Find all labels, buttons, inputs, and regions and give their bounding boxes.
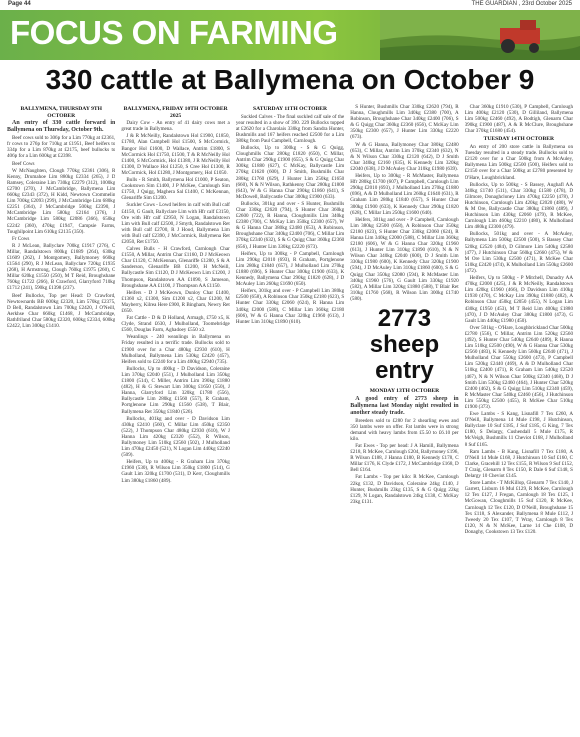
dateline: BALLYMENA, THURSDAY 9TH OCTOBER: [20, 106, 102, 119]
paragraph: Char 360kg £1910 (530), P Campbell, Carnlough Lim 400kg £2120 (530), D Gilliland, Ballymena Lim 500kg £2460 (492), A Bodtigh, Glenarm Char 390kg £1900 (487), A & R McClure, Broughshane Char 370kg £1680 (454).: [464, 104, 574, 135]
paragraph: Heifers, 301kg and over - P Campbell Lim 380kg £2500 (658), A Robinson Char 350kg £2180 (623), S Hunter Char 330kg £2060 (624), R Hanna Lim 340kg £2000 (588), C Millar Lim 360kg £2180 (606), W & G Hanna Char 320kg £1960 (613), J Hunter Lim 310kg £1890 (610).: [235, 288, 345, 325]
paragraph: J & R McNeilly, Randalstown Hol £1900, £1850, £1780, Alan Campbell Hol £1500, S McCormick, Bangor Hol £1600, D Wallace, Antrim £1800, S McCormick Hol £1750, £1500, T & R McNeilly Hol £1400, S McCormick, Hol £1380, J R McNeilly Hol £1300, D Wallace Hol £1250, S Cree Hol £1300, R McCormick, Hol £1280, J Montgomery, Hol £1050.: [121, 133, 230, 176]
dateline: BALLYMENA, FRIDAY 10TH OCTOBER 2025: [123, 106, 228, 119]
sheep-headline: 2773 sheep entry: [369, 305, 440, 384]
dateline: SATURDAY 11TH OCTOBER: [253, 106, 327, 112]
dateline: MONDAY 13TH OCTOBER: [369, 388, 440, 394]
tractor-field-image: [380, 10, 580, 60]
paragraph: Suckled Calves - The final suckled calf sale of the year resulted in a show of 390. 229 Bullocks topped at £2620 for a Charolais 330kg from Sandra Hunter, Bushmills and 167 heifers reached £2500 for a Lim 380kg from Paul Campbell, Carnlough.: [235, 113, 345, 144]
paragraph: Bullocks, 301kg and over - S Hunter, Bushmills Char 330kg £2620 (794), S Hunter Char 360kg £2600 (722), R Hanna, Cloughmills Lim 340kg £2380 (700), C McKay Lim 350kg £2300 (657), W & G Hanna Char 380kg £2480 (653), A Robinson, Broughshane Char 340kg £2400 (706), C Millar Lim 370kg £2340 (632), S & G Quigg Char 360kg £2360 (656), J Hunter Lim 330kg £2220 (673).: [235, 200, 345, 250]
paragraph: Fat Lambs - Top per kilo: R McKee, Carnlough 22kg £132, D Davidson, Coleraine 24kg £140, J Hunter, Bushmills 23kg £135, S & G Quigg 22kg £129, N Logan, Randalstown 24kg £138, C McKay 23kg £131.: [350, 474, 459, 505]
column-4: [350, 104, 458, 734]
paragraph: R J McLean, Ballyclare 700kg £1917 (276), C Millar, Randalstown 800kg £1689 (264), 630kg £1609 (262), J Montgomery, Ballymoney 660kg £1564 (290), R J McLean, Ballyclare 720kg £1935 (268), H Armstrong, Clough 760kg £1975 (260), C Millar 620kg £1550 (250), M T Reid, Broughshane 760kg £1722 (266), B Crawford, Glarryford 710kg £1712 (241), 590kg £1398 (237).: [7, 242, 116, 292]
paragraph: Heifers - D J McKeown, Dunloy Char £1400, £1360 x2, £1300, Sim £1200 x2, Char £1200, M Mayberry, Kilrea Here £900, R Bingham, Newry Ret £650.: [121, 289, 230, 314]
section-banner: [0, 10, 580, 60]
paragraph: Heifers, Up to 300kg - R McMaster, Ballymena Hfr 280kg £1700 (607), P Campbell, Carnlough Lim 290kg £2010 (693), J Mulholland Lim 270kg £1880 (696), A & D Mulholland Lim 260kg £1640 (631), R Graham Lim 280kg £1840 (657), S Hunter Char 300kg £1900 (633), K Kennedy Char 290kg £1820 (628), C Millar Lim 250kg £1600 (640).: [350, 173, 459, 216]
paragraph: Heifers, 301kg and over - P Campbell, Carnlough Lim 380kg £2500 (658), A Robinson Char 350kg £2180 (623), S Hunter Char 330kg £2060 (624), R Hanna Lim 340kg £2000 (588), C Millar Lim 360kg £2180 (606), W & G Hanna Char 320kg £1960 (613), J Hunter Lim 310kg £1890 (610), N & N Wilson Char 340kg £2040 (600), D J Smith Lim 330kg £1980 (600), K Kennedy Char 320kg £1900 (594), J D McAuley Lim 310kg £1860 (600), S & G Quigg Char 350kg £2080 (594), R McMaster Lim 340kg £1960 (576), G Gault Lim 330kg £1920 (582), A Millar Lim 320kg £1880 (588), T Blair Ret 310kg £1760 (568), R Wilson Lim 300kg £1740 (580).: [350, 216, 459, 302]
column-2: [121, 104, 229, 734]
paragraph: Weanlings - 240 weanlings in Ballymena on Friday resulted in a terrific trade. Bullocks sold to £1900 over for a Char 480kg £2930 (610), H Mulholland, Ballymena Lim 530kg £2420 (457), Heifers sold to £2240 for a Lim 400kg £2940 (735).: [121, 334, 230, 365]
article-columns: [7, 104, 573, 734]
paragraph: Bullocks, Up to 400kg - D Davidson, Coleraine Lim 370kg £2040 (551), J Mulholland Lim 350kg £1800 (514), C Miller, Antrim Lim 390kg £1880 (482), H & G Stewart Lim 300kg £1650 (550), J Hanna, Glarryford Lim 320kg £1780 (556), Ballycastle Lim 280kg £1560 (557), R Graham, Portglenone Lim 290kg £1560 (538), T Blair, Ballymena Ret 350kg £1840 (526).: [121, 365, 230, 415]
column-5: [465, 104, 573, 734]
paragraph: Fr Cows: [12, 235, 30, 242]
paragraph: Fat Ewes - Top per head: J A Hamill, Ballymena £218, R McKee, Carnlough £204, Ballymoney £196, R Wilson £188, J Hanna £180, B Kennedy £178, C Millar £176, K Clyde £172, J McCambridge £168, D Bell £164.: [350, 442, 459, 474]
paragraph: Bullocks, Up to 300kg - S & G Quigg, Cloughmills Char 280kg £1820 (650), C Millar, Antrim Char 290kg £1900 (655), S & G Quigg Char 300kg £1880 (627), C McKay, Ballycastle Lim 270kg £1620 (600), D J Smith, Bushmills Char 280kg £1760 (629), J Hunter Lim 250kg £1650 (660), N & N Wilson, Rathkenny Char 280kg £1800 (643), W & G Hanna Char 290kg £1860 (641), S McDowell, Ballycastle Char 300kg £1900 (633).: [235, 145, 345, 200]
paragraph: Suckler Cows - Lowd heifers in calf with Bull calf £4150, G Gault, Ballyclare Lim with Hfr calf £3150, Ore with Hfr calf £2950, N Logan, Randalstown Lim with Bull calf £2500, J Smyth, Randalstown Ret with Bull calf £2700, R J Hood, Ballymena Lim with Bull calf £2390, J McCormick, Ballymena Ret £2050, Ret £1750.: [121, 202, 230, 245]
publication-line: THE GUARDIAN , 23rd October 2025: [471, 1, 572, 7]
paragraph: Beef cows sold to 306p for a Lim 770kg at £2361, fr cows to 276p for 710kg at £1951, Beef heifers to 334p for a Lim 870kg at £2175, beef bullocks to 406p for a Lim 600kg at £2398.: [7, 135, 116, 160]
paragraph: Bulls - R Smith, Ballymena Hol £1000, P Seaton, Cookstown Sim £1400, J P McKee, Carnlough Sim £1750, J Quigg, Maghera Sal £1400, C McKennan, Glenariffe Sim £1200.: [121, 177, 230, 202]
banner-title: FOCUS ON FARMING: [10, 14, 338, 51]
paragraph: W & G Hanna, Ballymoney Char 380kg £2480 (653), C Millar, Antrim Lim 370kg £2340 (632), N & N Wilson Char 330kg £2120 (642), D J Smith Char 340kg £2160 (635), K Kennedy Lim 320kg £2040 (638), J D McAuley Char 310kg £1980 (639).: [350, 141, 459, 172]
paragraph: Heifers, Up to 400kg - R Graham Lim 370kg £1960 (530), R Wilson Lim 350kg £1800 (514), G Gault Lim 320kg £1700 (531), D Kerr, Cloughmills Lim 380kg £1860 (489).: [121, 459, 230, 484]
paragraph: Store Lambs - T McKillop, Glenarm 7 Tex £140, J Garrett, Lisburn 16 Mul £129, R McKee, Carnlough 12 Tex £127, J Fregan, Carnlough 18 Tex £125, I McGowan, Cloughmills 15 Suf £120, R McKee, Carnlough 12 Tex £120, D O'Neill, Broughshane 15 Tex £118, S Alexander, Ballymena 8 Mule £112, J Tweedy 20 Tex £107, T Wray, Carnlough 8 Tex £120, N & N McKee, Larne 14 Che £108, D Donaghy, Cookstown 13 Tex £120.: [464, 480, 574, 535]
paragraph: Bullocks, 401kg and over - D Davidson Lim 430kg £2410 (560), C Millar Lim 450kg £2350 (522), J Thompson Char 480kg £2930 (610), W J Hanna Lim 420kg £2320 (552), R Wilson, Ballymoney Lim 510kg £2560 (502), J Mulholland Lim 470kg £2450 (521), N Logan Lim 440kg £2240 (509).: [121, 415, 230, 459]
paragraph: Beef Bullocks, Top per Head: D Crawford, Newtownards BB 600kg £2320, Lim 570kg £2375, D Bell, Randalstown Lim 700kg £2420, J O'Neill, Aerkhse Char 660kg £1468, J McCambridge, Rathfriland Char 580kg £2320, 600kg £2334, 600kg £2422, Lim 300kg £1410.: [7, 292, 116, 329]
page-header: [0, 0, 580, 9]
paragraph: Heifers, Up to 300kg - P Campbell, Carnlough Lim 290kg £2010 (693), R Graham, Portglenone Lim 280kg £1840 (657), J Mulholland Lim 270kg £1880 (696), S Hunter Char 300kg £1900 (633), K Kennedy, Ballymena Char 290kg £1820 (628), J D McAuley Lim 260kg £1690 (650).: [235, 250, 345, 288]
paragraph: Beef Cows: [12, 160, 35, 167]
paragraph: Over 501kg - O'Hare, Loughbrickland Char 500kg £2780 (556), C Millar, Antrim Lim 520kg £2560 (492), S Hunter Char 540kg £2640 (489), R Hanna Lim 510kg £2500 (490), W & G Hanna Char 530kg £2560 (483), K Kennedy Lim 560kg £2640 (471), J Mulholland Char 550kg £2600 (473), P Campbell Lim 520kg £2440 (469), A & D Mulholland Char 510kg £2400 (471), R Graham Lim 540kg £2520 (467), N & N Wilson Char 500kg £2340 (468), D J Smith Lim 530kg £2460 (464), J Hunter Char 520kg £2400 (462), S & G Quigg Lim 510kg £2340 (459), R McMaster Char 540kg £2460 (456), J Hutchinson Lim 550kg £2500 (455), R McKee Char 510kg £1900 (373).: [464, 324, 574, 410]
intro-paragraph: A good entry of 2773 sheep in Ballymena last Monday night resulted in another steady trade.: [350, 395, 459, 416]
paragraph: Bullocks, Up to 500kg - S Bassey, Aughafl AA 340kg £1740 (511), Char 330kg £1580 (478), D Gilmore, Donaghcloney Lim 470kg £2250 (478), J Hutchinson, Carnlough Lim 420kg £2020 (480), W & M Ore, Ballycastle Char 380kg £1860 (489), J Hutchinson Lim 430kg £2060 (479), R McKee, Carnlough Lim 460kg £2210 (480), K Mulholland Lim 480kg £2300 (479).: [464, 181, 574, 231]
paragraph: Calves Bulls - H Crawford, Carnlongh Char £1550, A Millar, Antrim Char £1160, D J McKeown Char £1120, C McKennan, Glenariffe £1280, S & A Sanderson, Glenariffe BB £1200, H McNeill, Ballycastle Sim £1120, D J McKeown Lim £1200, J Thompson, Randalstown AA £1090, S Jameson, Broughshane AA £1100, J Thompson AA £1150.: [121, 246, 230, 289]
column-1: [7, 104, 115, 734]
paragraph: An entry of 200 store cattle in Ballymena on Tuesday resulted in a steady trade. Bullocks sold to £2120 over for a Char 500kg from A McAuley, Ballymena Lim 500kg £2500 (500), Heifers sold to £2150 over for a Char 500kg at £2780 presented by O'Hare, Loughbrickland.: [464, 144, 574, 181]
page-number: Page 44: [8, 1, 31, 7]
paragraph: Ram Lambs - B Kang, Lisnafill 7 Tex £180, A O'Neill 14 Mule £168, J Hutchinson 10 Suf £160, C Clarke, Gracehill 12 Tex £155, R Wilson 9 Suf £152, T Craig, Glenarm 8 Tex £150, R Dale 6 Suf £148, S Delargy 10 Cheviot £145.: [464, 448, 574, 480]
paragraph: Breeders sold to £280 for 2 shearling ewes and 350 lambs were on offer. Fat lambs were in strong demand with heavy lambs from £5.50 to £6.10 per kilo.: [350, 417, 459, 442]
paragraph: Dairy Cow - An entry of 41 dairy cows met a great trade in Ballymena.: [121, 120, 230, 133]
intro-paragraph: An entry of 330 cattle forward in Ballymena on Thursday, October 9th.: [7, 120, 116, 134]
paragraph: S Hunter, Bushmills Char 330kg £2620 (794), R Hanna, Cloughmills Lim 340kg £2380 (700), A Robinson, Broughshane Char 340kg £2400 (706), S & G Quigg Char 360kg £2360 (656), C McKay Lim 350kg £2300 (657), J Hunter Lim 330kg £2220 (673).: [350, 104, 459, 141]
column-3: [236, 104, 344, 734]
paragraph: Bullocks, 501kg and over - A McAuley, Ballymena Lim 500kg £2500 (500), S Bassey Char 520kg £2520 (484), D Gilmore Lim 540kg £2580 (477), J Hutchinson Char 560kg £2660 (475), W & M Ore Lim 530kg £2500 (471), R McKee Char 510kg £2420 (474), K Mulholland Lim 550kg £2600 (472).: [464, 231, 574, 274]
main-headline: 330 cattle at Ballymena on October 9: [45, 64, 535, 95]
paragraph: Heifers, Up to 500kg - P Mitchell, Dunadry AA 470kg £2000 (425), J & R McNeilly, Randalstown Lim 420kg £1960 (466), D Davidson Lim 410kg £1930 (470), C McKay Lim 390kg £1880 (482), A Robinson Char 450kg £2050 (455), N Logan Lim 430kg £1950 (453), M T Reid Lim 400kg £1880 (470), J D McAuley Char 380kg £1800 (473), G Gault Lim 440kg £1980 (450).: [464, 275, 574, 324]
paragraph: W McNaughten, Clough 770kg £2361 (306), R Kenny, Drumahoe Lim 880kg £2334 (265), J D Ramsey, Coleraine Lim 730kg £2279 (312), 1000kg £2700 (270), J McCambridge, Ballymena Lim 660kg £2343 (372), H Kidd, Newtown Crommelin Lim 700kg £2093 (299), J McCambridge Lim 680kg £2251 (364), J McCambridge 500kg £2390, J McCambridge Lim 580kg £2164 (376), J McCambridge Lim 580kg £2086 (366), 650kg £2242 (360), 470kg £1947, Campsie Farms, Toughilpoint Lim 610kg £2135 (350).: [7, 167, 116, 235]
paragraph: Ewe Lambs - S Kang, Lisnafill 7 Tex £260, A O'Neill, Ballymena 14 Mule £198, J Hutchinson, Ballyclare 10 Suf £185, J Suf £185, G King, 7 Tex £180, S Delargy, Cushendall 5 Mule £175, R McVeigh, Bushmills 11 Cheviot £168, J Mulholland 8 Suf £165.: [464, 411, 574, 448]
dateline: TUESDAY 14TH OCTOBER: [483, 136, 554, 143]
paragraph: Fat Cattle - D & D Holland, Armagh, £750 x5, K Clyde, Strand £630, J Mulholland, Toomebridge £560, Douglas Farm, Aghadoey £550 x2.: [121, 315, 230, 334]
